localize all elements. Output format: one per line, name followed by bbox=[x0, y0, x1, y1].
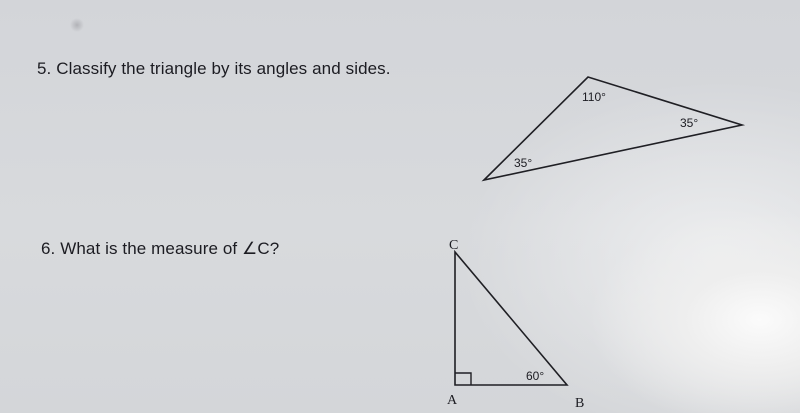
question-5-text: Classify the triangle by its angles and sides. bbox=[56, 59, 391, 78]
vertex-label-a: A bbox=[447, 393, 458, 408]
right-triangle-figure bbox=[447, 238, 584, 411]
angle-label-b: 60° bbox=[526, 369, 545, 383]
vertex-label-c: C bbox=[449, 238, 459, 253]
angle-label-top: 110° bbox=[582, 90, 606, 104]
right-triangle bbox=[455, 252, 567, 385]
question-6-text: What is the measure of ∠C? bbox=[60, 239, 280, 258]
angle-label-left: 35° bbox=[514, 156, 533, 170]
question-5-number: 5. bbox=[37, 59, 52, 78]
obtuse-triangle-figure bbox=[484, 77, 742, 180]
vertex-label-b: B bbox=[575, 396, 585, 411]
angle-label-right: 35° bbox=[680, 116, 699, 130]
right-angle-marker bbox=[455, 373, 471, 385]
question-6-number: 6. bbox=[41, 239, 56, 258]
